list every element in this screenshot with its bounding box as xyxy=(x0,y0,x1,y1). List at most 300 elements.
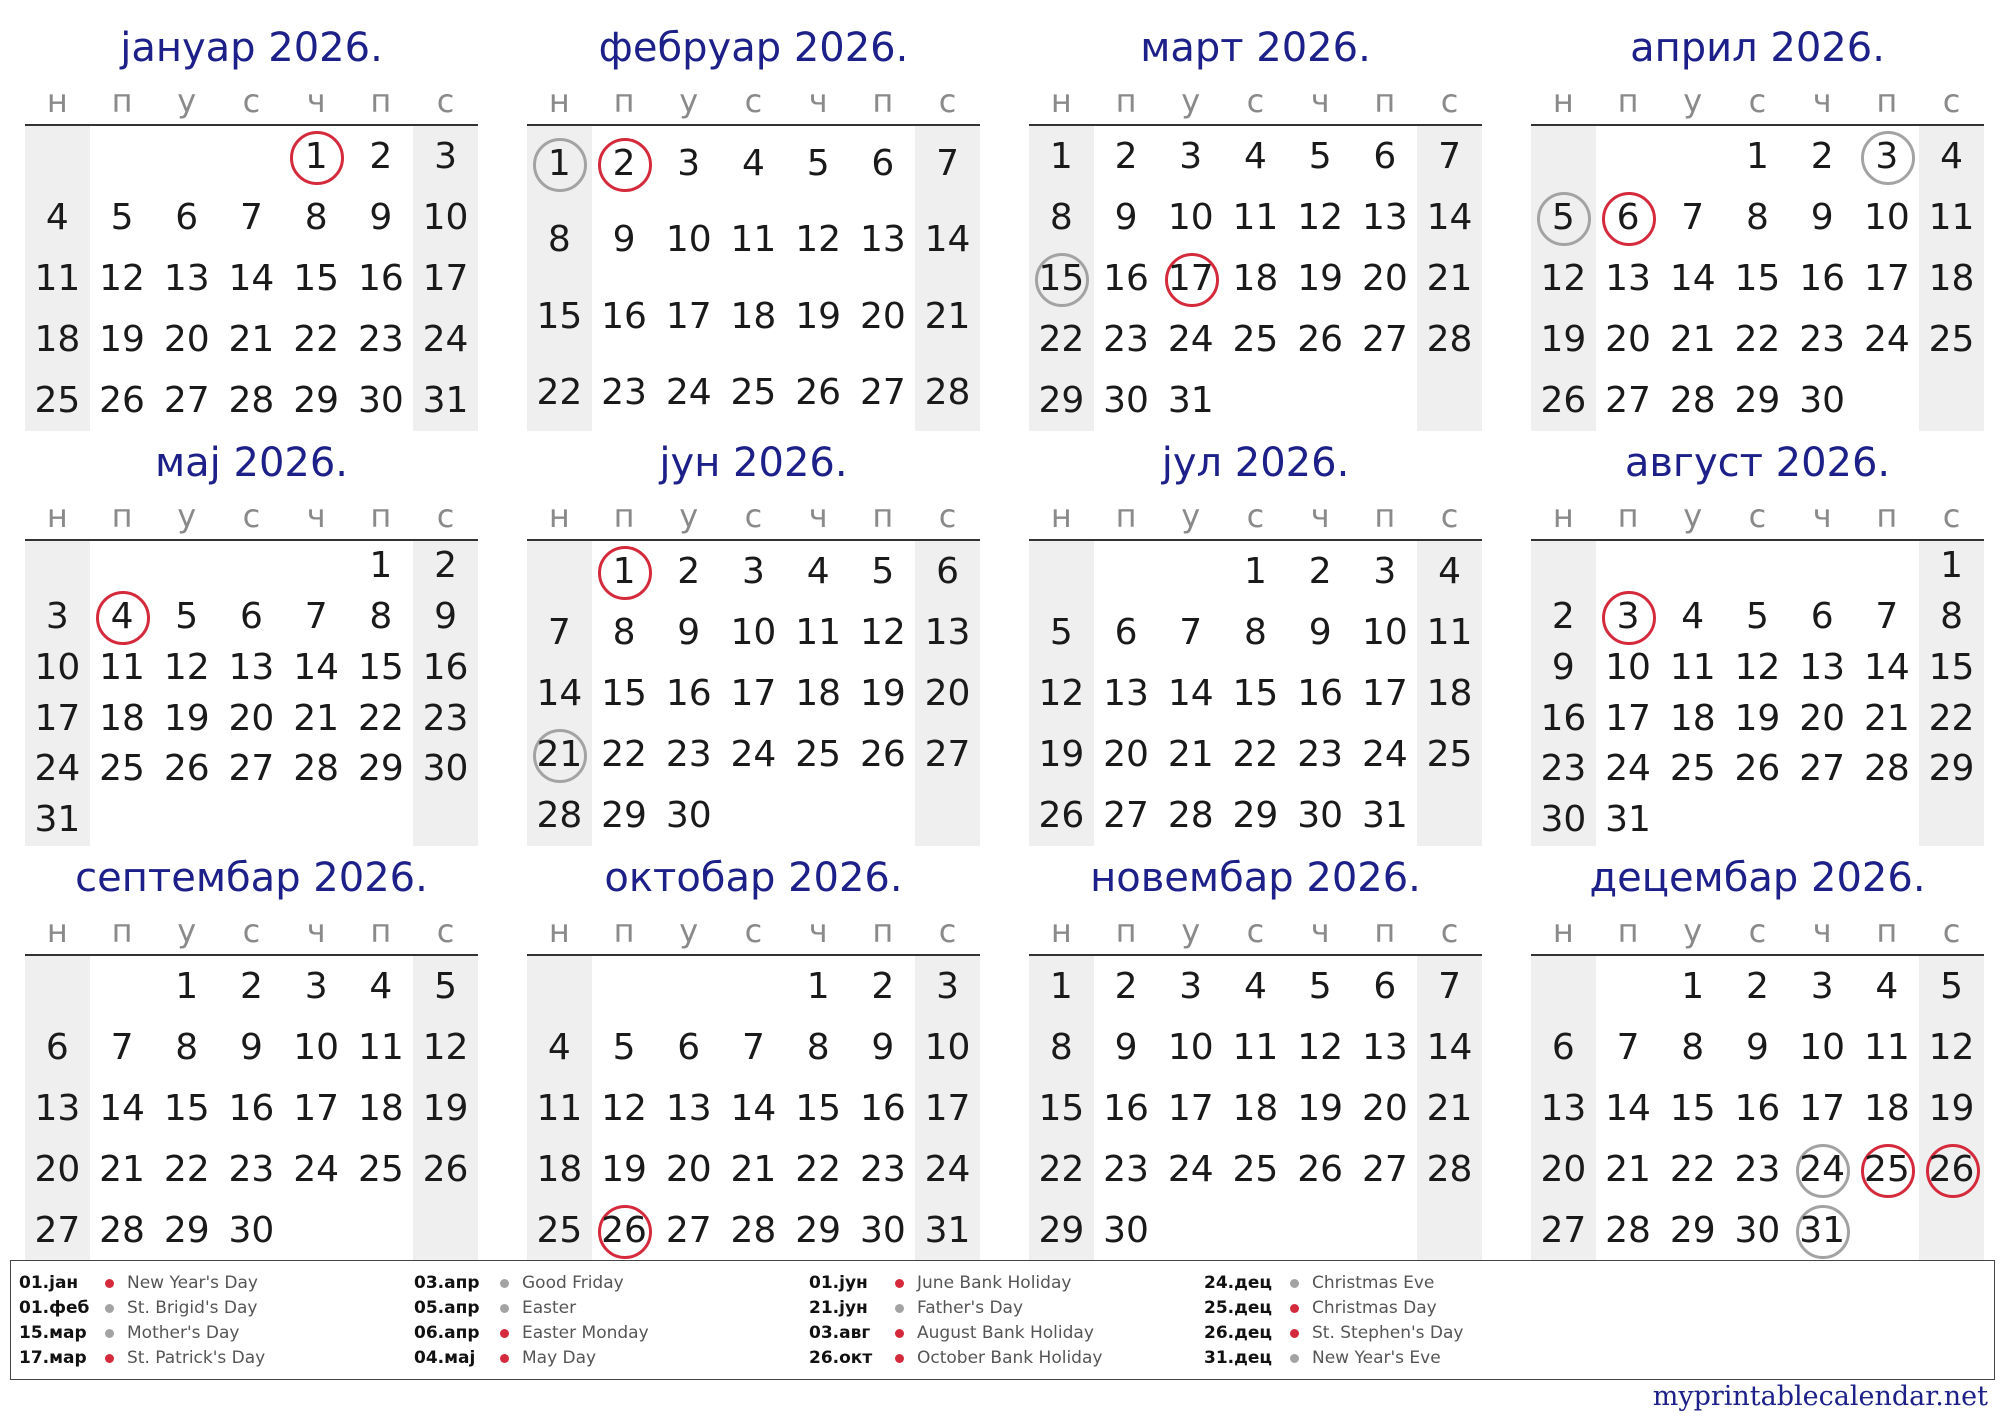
days-grid xyxy=(1029,541,1482,846)
month-block xyxy=(1531,18,1984,431)
weekday-header xyxy=(527,493,980,541)
day-cell: 18 xyxy=(1232,258,1279,299)
day-cell: 3 xyxy=(304,966,328,1007)
day-cell: 17 xyxy=(1361,673,1408,714)
day-cell: 26 xyxy=(422,1149,469,1190)
day-cell: 1 xyxy=(369,545,393,586)
day-cell-holiday: 25 xyxy=(1855,1139,1920,1200)
month-block xyxy=(1531,848,1984,1261)
day-cell: 9 xyxy=(1114,197,1138,238)
day-cell: 19 xyxy=(1928,1088,1975,1129)
day-cell: 25 xyxy=(99,748,145,790)
day-cell: 28 xyxy=(99,1210,145,1251)
day-cell: 23 xyxy=(1540,748,1587,790)
day-cell: 23 xyxy=(357,319,404,360)
day-cell: 15 xyxy=(1038,1088,1085,1129)
day-cell: 4 xyxy=(369,966,393,1007)
day-cell: 30 xyxy=(357,380,404,421)
day-cell: 3 xyxy=(936,966,959,1007)
days-grid xyxy=(1531,541,1984,846)
day-cell: 27 xyxy=(924,734,971,775)
day-cell: 21 xyxy=(99,1149,145,1190)
legend-item xyxy=(19,1271,409,1296)
day-cell: 20 xyxy=(1361,1088,1408,1129)
day-cell: 24 xyxy=(924,1149,971,1190)
weekday-label: н xyxy=(1050,912,1072,950)
day-cell: 29 xyxy=(795,1210,842,1251)
weekday-header xyxy=(1531,493,1984,541)
weekday-label: н xyxy=(46,82,68,120)
day-cell: 28 xyxy=(293,748,340,790)
day-cell: 21 xyxy=(228,319,275,360)
weekday-header xyxy=(25,78,478,126)
day-cell: 19 xyxy=(859,673,906,714)
weekday-label: п xyxy=(111,912,133,950)
day-cell: 30 xyxy=(665,795,712,836)
legend-item xyxy=(809,1271,1199,1296)
weekday-label: с xyxy=(744,912,763,950)
day-cell: 28 xyxy=(228,380,275,421)
day-cell: 3 xyxy=(1373,551,1397,592)
day-cell: 12 xyxy=(422,1027,469,1068)
day-cell: 13 xyxy=(859,219,906,261)
day-cell: 16 xyxy=(1103,258,1149,299)
observance-dot-icon xyxy=(1290,1354,1299,1363)
day-cell: 9 xyxy=(1745,1027,1769,1068)
day-cell: 22 xyxy=(1038,1149,1085,1190)
day-cell: 14 xyxy=(924,219,971,261)
weekday-label: с xyxy=(1246,912,1265,950)
day-cell: 4 xyxy=(1875,966,1899,1007)
month-title: август 2026. xyxy=(1624,440,1891,486)
weekday-label: ч xyxy=(1310,497,1330,535)
legend-date: 03.авг xyxy=(809,1323,871,1343)
day-cell: 3 xyxy=(45,595,69,637)
day-cell: 14 xyxy=(1863,646,1910,688)
day-cell: 28 xyxy=(1167,795,1214,836)
day-cell: 15 xyxy=(1928,646,1975,688)
day-cell: 26 xyxy=(859,734,906,775)
day-cell: 26 xyxy=(163,748,210,790)
year-calendar-grid xyxy=(25,18,1980,1251)
holiday-legend xyxy=(10,1260,1995,1380)
day-cell: 21 xyxy=(924,295,971,337)
day-cell: 2 xyxy=(1114,136,1138,177)
day-cell: 13 xyxy=(665,1088,712,1129)
day-cell: 16 xyxy=(601,295,647,337)
weekday-label: п xyxy=(613,82,635,120)
legend-name: Father's Day xyxy=(917,1298,1024,1318)
month-title: мај 2026. xyxy=(154,440,349,486)
day-cell: 18 xyxy=(34,319,81,360)
weekday-label: у xyxy=(1683,82,1703,120)
holiday-dot-icon xyxy=(500,1329,509,1338)
day-cell: 5 xyxy=(175,595,199,637)
day-cell: 22 xyxy=(1232,734,1279,775)
day-cell: 11 xyxy=(357,1027,404,1068)
day-cell: 20 xyxy=(1103,734,1149,775)
day-cell: 24 xyxy=(1605,748,1651,790)
weekday-label: с xyxy=(744,497,763,535)
day-cell: 6 xyxy=(677,1027,701,1068)
day-cell-holiday: 26 xyxy=(1919,1139,1984,1200)
day-cell: 11 xyxy=(795,612,842,653)
day-cell: 3 xyxy=(677,143,701,184)
day-cell: 22 xyxy=(601,734,647,775)
legend-date: 17.мар xyxy=(19,1348,87,1368)
day-cell: 10 xyxy=(730,612,777,653)
weekday-label: п xyxy=(1374,82,1396,120)
day-cell: 4 xyxy=(547,1027,571,1068)
weekday-label: ч xyxy=(808,82,828,120)
day-cell: 19 xyxy=(422,1088,469,1129)
day-cell: 24 xyxy=(293,1149,340,1190)
weekday-label: с xyxy=(1748,912,1767,950)
day-cell: 8 xyxy=(1049,197,1073,238)
day-cell-holiday: 1 xyxy=(527,126,592,202)
day-cell-holiday: 17 xyxy=(1158,248,1223,309)
day-cell: 11 xyxy=(1232,1027,1279,1068)
day-cell: 24 xyxy=(1167,319,1214,360)
weekday-label: п xyxy=(1876,82,1898,120)
day-cell: 16 xyxy=(1297,673,1344,714)
legend-item xyxy=(809,1321,1199,1346)
weekday-label: у xyxy=(679,912,699,950)
day-cell: 7 xyxy=(936,143,959,184)
day-cell: 30 xyxy=(859,1210,906,1251)
day-cell: 19 xyxy=(601,1149,647,1190)
day-cell: 24 xyxy=(665,371,712,413)
month-block xyxy=(1029,848,1482,1261)
legend-column xyxy=(414,1271,804,1371)
day-cell: 12 xyxy=(1734,646,1781,688)
day-cell: 25 xyxy=(34,380,81,421)
weekday-label: н xyxy=(46,912,68,950)
day-cell: 27 xyxy=(859,371,906,413)
day-cell: 7 xyxy=(1438,966,1461,1007)
day-cell: 23 xyxy=(1297,734,1344,775)
day-cell: 22 xyxy=(1038,319,1085,360)
weekday-header xyxy=(1029,78,1482,126)
day-cell: 22 xyxy=(1669,1149,1716,1190)
day-cell: 8 xyxy=(304,197,328,238)
day-cell: 29 xyxy=(1928,748,1975,790)
day-cell: 9 xyxy=(1810,197,1834,238)
days-grid xyxy=(25,956,478,1261)
weekday-label: с xyxy=(1246,82,1265,120)
day-cell: 21 xyxy=(730,1149,777,1190)
weekday-label: у xyxy=(679,497,699,535)
day-cell: 7 xyxy=(304,595,328,637)
holiday-dot-icon xyxy=(895,1354,904,1363)
day-cell: 17 xyxy=(422,258,469,299)
day-cell: 20 xyxy=(1605,319,1651,360)
day-cell: 6 xyxy=(1373,136,1397,177)
day-cell: 23 xyxy=(665,734,712,775)
day-cell-holiday: 3 xyxy=(1855,126,1920,187)
day-cell: 2 xyxy=(1308,551,1332,592)
weekday-label: ч xyxy=(1812,497,1832,535)
day-cell: 13 xyxy=(1361,197,1408,238)
legend-name: St. Patrick's Day xyxy=(127,1348,266,1368)
day-cell: 17 xyxy=(1863,258,1910,299)
days-grid xyxy=(1029,126,1482,431)
legend-date: 06.апр xyxy=(414,1323,480,1343)
day-cell: 7 xyxy=(741,1027,765,1068)
day-cell: 24 xyxy=(422,319,469,360)
day-cell: 28 xyxy=(1426,1149,1473,1190)
day-cell: 21 xyxy=(1605,1149,1651,1190)
day-cell-holiday: 15 xyxy=(1029,248,1094,309)
weekday-label: п xyxy=(111,497,133,535)
day-cell: 8 xyxy=(1243,612,1267,653)
weekday-header xyxy=(25,908,478,956)
day-cell: 16 xyxy=(228,1088,275,1129)
day-cell: 6 xyxy=(239,595,263,637)
day-cell: 13 xyxy=(163,258,210,299)
day-cell: 6 xyxy=(175,197,199,238)
day-cell: 24 xyxy=(1863,319,1910,360)
weekday-label: п xyxy=(872,912,894,950)
day-cell: 26 xyxy=(1038,795,1085,836)
day-cell: 30 xyxy=(228,1210,275,1251)
legend-name: Christmas Day xyxy=(1312,1298,1437,1318)
day-cell: 12 xyxy=(1540,258,1587,299)
day-cell: 3 xyxy=(1810,966,1834,1007)
weekday-header xyxy=(1531,908,1984,956)
legend-name: June Bank Holiday xyxy=(917,1273,1072,1293)
weekday-label: у xyxy=(1683,912,1703,950)
month-title: јул 2026. xyxy=(1161,440,1350,486)
weekday-label: п xyxy=(1876,497,1898,535)
day-cell: 23 xyxy=(1734,1149,1781,1190)
day-cell-holiday: 6 xyxy=(1596,187,1661,248)
day-cell: 5 xyxy=(612,1027,636,1068)
day-cell: 15 xyxy=(601,673,647,714)
weekday-label: п xyxy=(370,82,392,120)
weekday-label: у xyxy=(1181,82,1201,120)
day-cell: 2 xyxy=(239,966,263,1007)
day-cell: 11 xyxy=(536,1088,583,1129)
month-title: децембар 2026. xyxy=(1589,855,1926,901)
day-cell: 10 xyxy=(665,219,712,261)
day-cell-holiday: 5 xyxy=(1531,187,1596,248)
day-cell: 15 xyxy=(536,295,583,337)
month-block xyxy=(1029,18,1482,431)
day-cell: 16 xyxy=(357,258,404,299)
day-cell: 3 xyxy=(1179,136,1203,177)
day-cell: 9 xyxy=(871,1027,895,1068)
day-cell: 13 xyxy=(1540,1088,1587,1129)
day-cell: 20 xyxy=(1540,1149,1587,1190)
day-cell: 5 xyxy=(110,197,134,238)
month-title: јануар 2026. xyxy=(120,25,383,71)
day-cell: 24 xyxy=(1361,734,1408,775)
day-cell: 28 xyxy=(1605,1210,1651,1251)
day-cell: 11 xyxy=(1863,1027,1910,1068)
day-cell: 4 xyxy=(1681,595,1705,637)
legend-item xyxy=(1204,1321,1594,1346)
month-title: јун 2026. xyxy=(659,440,848,486)
day-cell: 8 xyxy=(369,595,393,637)
day-cell: 21 xyxy=(1167,734,1214,775)
day-cell: 17 xyxy=(293,1088,340,1129)
day-cell: 30 xyxy=(1734,1210,1781,1251)
day-cell: 19 xyxy=(795,295,842,337)
day-cell: 10 xyxy=(1799,1027,1846,1068)
legend-date: 26.окт xyxy=(809,1348,873,1368)
day-cell: 13 xyxy=(1361,1027,1408,1068)
legend-date: 03.апр xyxy=(414,1273,480,1293)
legend-item xyxy=(414,1321,804,1346)
day-cell: 8 xyxy=(175,1027,199,1068)
day-cell: 23 xyxy=(422,697,469,739)
day-cell: 27 xyxy=(1103,795,1149,836)
legend-item xyxy=(1204,1346,1594,1371)
weekday-label: п xyxy=(613,497,635,535)
day-cell: 6 xyxy=(1551,1027,1575,1068)
weekday-label: п xyxy=(1115,497,1137,535)
day-cell: 16 xyxy=(859,1088,906,1129)
legend-name: Easter xyxy=(522,1298,577,1318)
weekday-label: ч xyxy=(306,912,326,950)
site-brand[interactable]: myprintablecalendar.net xyxy=(1652,1381,1988,1412)
day-cell: 8 xyxy=(806,1027,830,1068)
weekday-label: п xyxy=(872,82,894,120)
month-title: март 2026. xyxy=(1140,25,1371,71)
day-cell: 14 xyxy=(1167,673,1214,714)
weekday-header xyxy=(1531,78,1984,126)
day-cell: 25 xyxy=(536,1210,583,1251)
day-cell: 15 xyxy=(795,1088,842,1129)
day-cell: 27 xyxy=(34,1210,81,1251)
weekday-label: п xyxy=(111,82,133,120)
day-cell: 2 xyxy=(434,545,457,586)
day-cell: 2 xyxy=(1114,966,1138,1007)
legend-name: Good Friday xyxy=(522,1273,624,1293)
legend-name: New Year's Day xyxy=(127,1273,258,1293)
day-cell: 16 xyxy=(665,673,712,714)
day-cell: 2 xyxy=(677,551,701,592)
day-cell: 7 xyxy=(1179,612,1203,653)
day-cell: 22 xyxy=(357,697,404,739)
day-cell: 30 xyxy=(1103,380,1149,421)
days-grid xyxy=(1531,126,1984,431)
month-block xyxy=(1531,433,1984,846)
day-cell: 10 xyxy=(293,1027,340,1068)
day-cell: 26 xyxy=(1297,319,1344,360)
days-grid xyxy=(1531,956,1984,1261)
day-cell: 14 xyxy=(293,646,340,688)
weekday-label: с xyxy=(938,912,957,950)
day-cell: 18 xyxy=(1863,1088,1910,1129)
legend-name: August Bank Holiday xyxy=(917,1323,1094,1343)
month-block xyxy=(25,848,478,1261)
day-cell: 24 xyxy=(730,734,777,775)
day-cell: 15 xyxy=(1232,673,1279,714)
day-cell: 17 xyxy=(34,697,81,739)
weekday-label: п xyxy=(1617,912,1639,950)
day-cell: 27 xyxy=(1361,1149,1408,1190)
day-cell: 9 xyxy=(612,219,636,261)
day-cell: 3 xyxy=(741,551,765,592)
day-cell: 15 xyxy=(1669,1088,1716,1129)
holiday-dot-icon xyxy=(895,1279,904,1288)
day-cell: 3 xyxy=(1179,966,1203,1007)
day-cell: 5 xyxy=(871,551,895,592)
day-cell: 18 xyxy=(99,697,145,739)
weekday-label: н xyxy=(548,82,570,120)
day-cell: 14 xyxy=(228,258,275,299)
day-cell: 20 xyxy=(924,673,971,714)
month-block xyxy=(527,848,980,1261)
day-cell: 8 xyxy=(547,219,571,261)
day-cell: 17 xyxy=(1799,1088,1846,1129)
day-cell: 5 xyxy=(1308,966,1332,1007)
day-cell: 25 xyxy=(1232,319,1279,360)
weekday-label: п xyxy=(1374,497,1396,535)
day-cell: 8 xyxy=(1940,595,1963,637)
day-cell: 30 xyxy=(1540,799,1587,841)
day-cell: 19 xyxy=(163,697,210,739)
day-cell: 3 xyxy=(434,136,457,177)
day-cell: 17 xyxy=(1167,1088,1214,1129)
day-cell: 14 xyxy=(1426,197,1473,238)
day-cell: 30 xyxy=(422,748,469,790)
day-cell: 29 xyxy=(1232,795,1279,836)
day-cell: 27 xyxy=(228,748,275,790)
weekday-label: ч xyxy=(1812,82,1832,120)
day-cell: 18 xyxy=(357,1088,404,1129)
day-cell: 5 xyxy=(1308,136,1332,177)
day-cell: 29 xyxy=(1734,380,1781,421)
day-cell: 16 xyxy=(1103,1088,1149,1129)
day-cell-holiday: 1 xyxy=(284,126,349,187)
day-cell: 19 xyxy=(1540,319,1587,360)
day-cell: 9 xyxy=(677,612,701,653)
day-cell: 9 xyxy=(1308,612,1332,653)
legend-item xyxy=(19,1321,409,1346)
day-cell-holiday: 3 xyxy=(1596,592,1661,643)
day-cell-holiday: 4 xyxy=(90,592,155,643)
weekday-header xyxy=(25,493,478,541)
legend-column xyxy=(809,1271,1199,1371)
day-cell: 22 xyxy=(1734,319,1781,360)
day-cell: 18 xyxy=(536,1149,583,1190)
weekday-label: п xyxy=(370,497,392,535)
observance-dot-icon xyxy=(105,1329,114,1338)
day-cell: 2 xyxy=(1551,595,1575,637)
day-cell: 22 xyxy=(163,1149,210,1190)
legend-date: 24.дец xyxy=(1204,1273,1272,1293)
day-cell: 29 xyxy=(163,1210,210,1251)
day-cell: 19 xyxy=(1297,258,1344,299)
legend-item xyxy=(414,1271,804,1296)
day-cell: 17 xyxy=(730,673,777,714)
weekday-label: с xyxy=(1748,497,1767,535)
day-cell: 17 xyxy=(665,295,712,337)
legend-name: New Year's Eve xyxy=(1312,1348,1441,1368)
observance-dot-icon xyxy=(500,1304,509,1313)
legend-name: Mother's Day xyxy=(127,1323,240,1343)
legend-column xyxy=(1204,1271,1594,1371)
day-cell: 8 xyxy=(1745,197,1769,238)
weekday-label: п xyxy=(1617,82,1639,120)
month-block xyxy=(25,433,478,846)
day-cell: 9 xyxy=(369,197,393,238)
month-title: октобар 2026. xyxy=(604,855,903,901)
day-cell: 14 xyxy=(730,1088,777,1129)
